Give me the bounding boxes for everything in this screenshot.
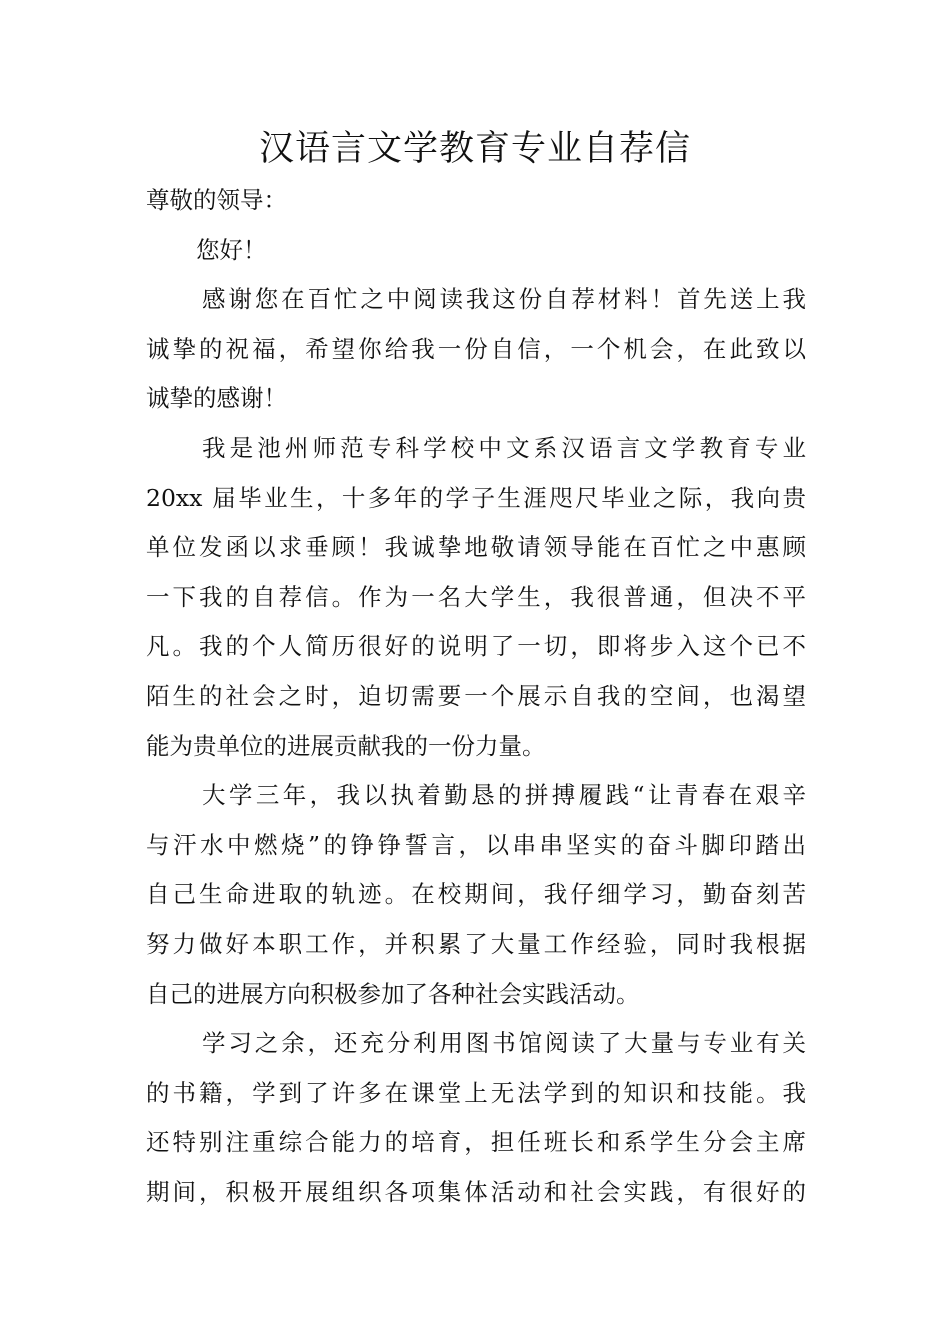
- paragraph-line: 陌生的社会之时，迫切需要一个展示自我的空间，也渴望: [146, 681, 806, 710]
- paragraph-line: 还特别注重综合能力的培育，担任班长和系学生分会主席: [146, 1128, 806, 1157]
- letter-body: [146, 176, 806, 1217]
- paragraph-line: 期间，积极开展组织各项集体活动和社会实践，有很好的: [146, 1177, 806, 1206]
- paragraph-line: 诚挚的感谢！: [146, 384, 287, 413]
- paragraph-line: 一下我的自荐信。作为一名大学生，我很普通，但决不平: [146, 582, 806, 611]
- paragraph-line: 凡。我的个人简历很好的说明了一切，即将步入这个已不: [146, 632, 806, 661]
- paragraph-line: 能为贵单位的进展贡献我的一份力量。: [146, 731, 546, 760]
- paragraph-line: 诚挚的祝福，希望你给我一份自信，一个机会，在此致以: [146, 334, 806, 363]
- paragraph-line: 20xx 届毕业生，十多年的学子生涯咫尺毕业之际，我向贵: [146, 483, 806, 512]
- paragraph-line: 自己的进展方向积极参加了各种社会实践活动。: [146, 979, 640, 1008]
- paragraph-line: 单位发函以求垂顾！我诚挚地敬请领导能在百忙之中惠顾: [146, 533, 806, 562]
- paragraph-line: 自己生命进取的轨迹。在校期间，我仔细学习，勤奋刻苦: [146, 880, 806, 909]
- document-title: 汉语言文学教育专业自荐信: [258, 129, 691, 169]
- paragraph-line: 的书籍，学到了许多在课堂上无法学到的知识和技能。我: [146, 1078, 806, 1107]
- paragraph-line: 学习之余，还充分利用图书馆阅读了大量与专业有关: [202, 1029, 806, 1058]
- paragraph-line: 努力做好本职工作，并积累了大量工作经验，同时我根据: [146, 929, 806, 958]
- paragraph-line: 感谢您在百忙之中阅读我这份自荐材料！首先送上我: [202, 285, 806, 314]
- greeting: 您好！: [196, 235, 267, 264]
- paragraph-line: 大学三年，我以执着勤恳的拼搏履践“让青春在艰辛: [202, 781, 806, 810]
- salutation: 尊敬的领导：: [146, 186, 287, 214]
- paragraph-line: 我是池州师范专科学校中文系汉语言文学教育专业: [202, 433, 806, 462]
- paragraph-line: 与汗水中燃烧”的铮铮誓言，以串串坚实的奋斗脚印踏出: [146, 830, 806, 859]
